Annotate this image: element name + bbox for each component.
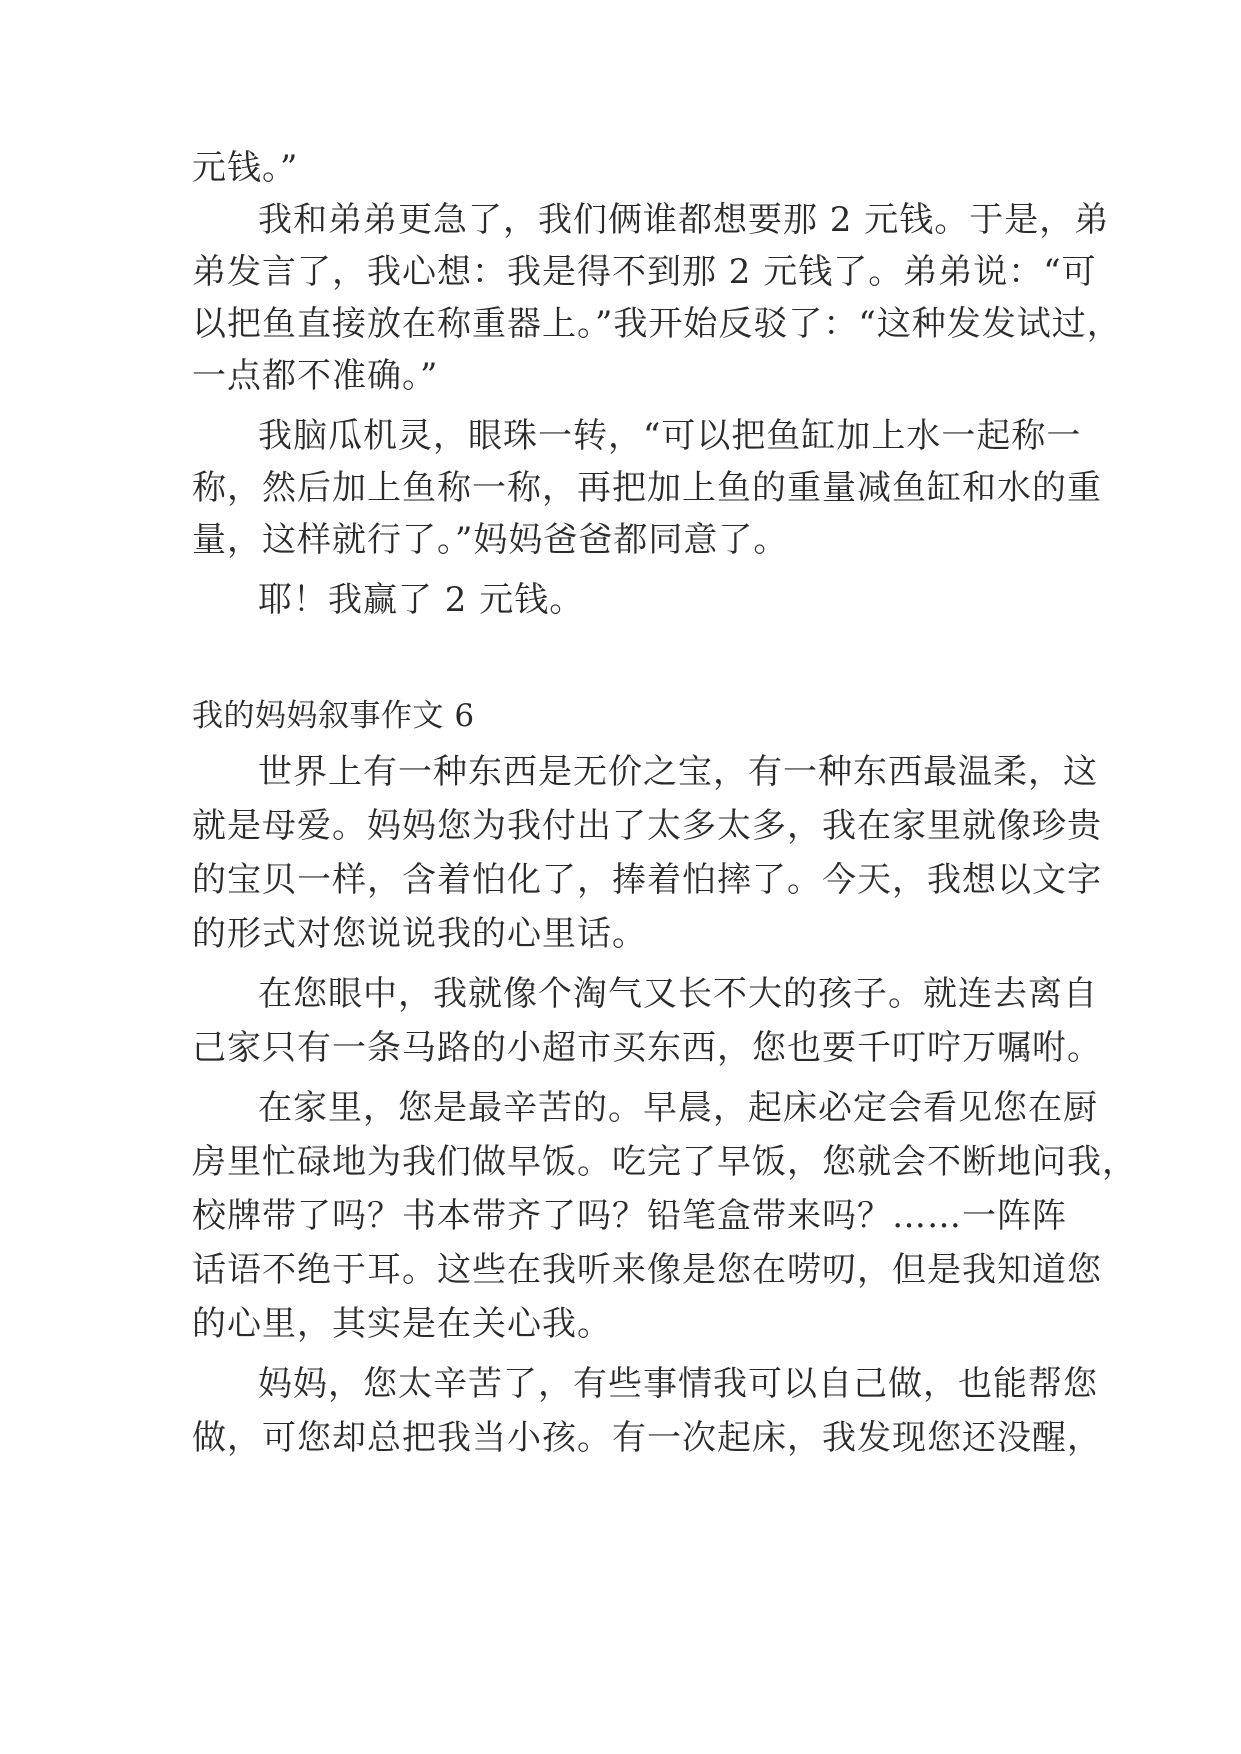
text-line: 在家里，您是最辛苦的。早晨，起床必定会看见您在厨 <box>258 1088 1098 1128</box>
text-line: 的心里，其实是在关心我。 <box>192 1304 612 1344</box>
text-line: 世界上有一种东西是无价之宝，有一种东西最温柔，这 <box>258 752 1098 792</box>
text-line: 我脑瓜机灵，眼珠一转，“可以把鱼缸加上水一起称一 <box>258 416 1082 456</box>
text-line: 元钱。” <box>192 148 299 188</box>
text-line: 妈妈，您太辛苦了，有些事情我可以自己做，也能帮您 <box>258 1364 1098 1404</box>
text-line: 耶！我赢了 2 元钱。 <box>258 580 585 620</box>
text-line: 己家只有一条马路的小超市买东西，您也要千叮咛万嘱咐。 <box>192 1028 1102 1068</box>
text-line: 量，这样就行了。”妈妈爸爸都同意了。 <box>192 520 789 560</box>
text-line: 房里忙碌地为我们做早饭。吃完了早饭，您就会不断地问我， <box>192 1142 1137 1182</box>
text-line: 一点都不准确。” <box>192 356 439 396</box>
text-line: 以把鱼直接放在称重器上。”我开始反驳了：“这种发发试过， <box>192 304 1122 344</box>
text-line: 我和弟弟更急了，我们俩谁都想要那 2 元钱。于是，弟 <box>258 200 1110 240</box>
text-line: 称，然后加上鱼称一称，再把加上鱼的重量减鱼缸和水的重 <box>192 468 1102 508</box>
text-line: 的宝贝一样，含着怕化了，捧着怕摔了。今天，我想以文字 <box>192 860 1102 900</box>
text-line: 话语不绝于耳。这些在我听来像是您在唠叨，但是我知道您 <box>192 1250 1102 1290</box>
section-heading: 我的妈妈叙事作文 6 <box>192 698 475 734</box>
text-line: 校牌带了吗？书本带齐了吗？铅笔盒带来吗？……一阵阵 <box>192 1196 1067 1236</box>
text-line: 弟发言了，我心想：我是得不到那 2 元钱了。弟弟说：“可 <box>192 252 1097 292</box>
text-line: 在您眼中，我就像个淘气又长不大的孩子。就连去离自 <box>258 974 1098 1014</box>
text-line: 的形式对您说说我的心里话。 <box>192 914 647 954</box>
text-line: 就是母爱。妈妈您为我付出了太多太多，我在家里就像珍贵 <box>192 806 1102 846</box>
text-line: 做，可您却总把我当小孩。有一次起床，我发现您还没醒， <box>192 1418 1102 1458</box>
